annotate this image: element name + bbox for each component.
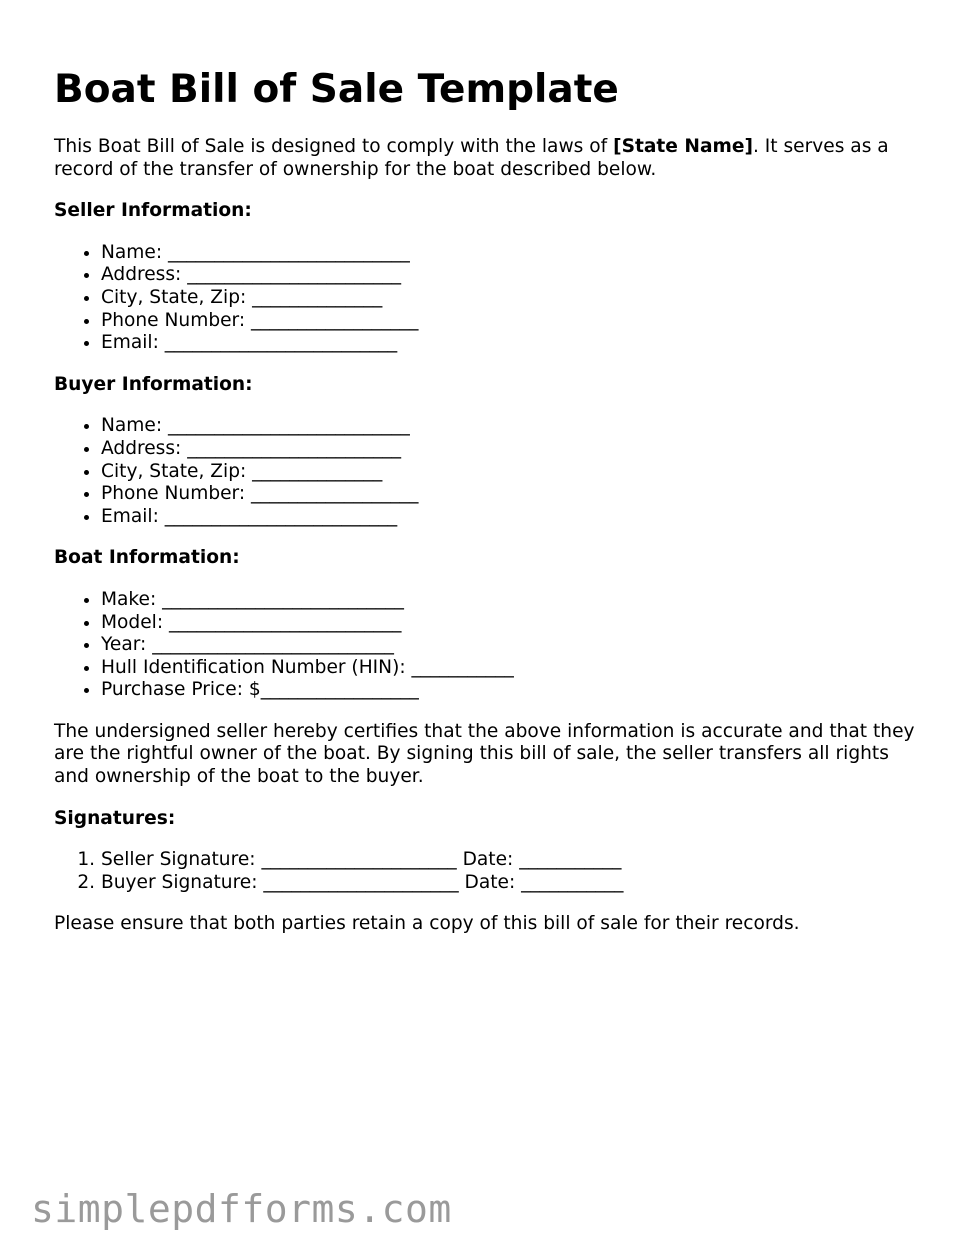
- boat-hin-field: • Hull Identification Number (HIN): ___________: [101, 657, 924, 680]
- boat-heading: Boat Information:: [54, 547, 240, 569]
- intro-text-end: . It serves as a record of the transfer of ownership for the boat described below.: [54, 136, 889, 180]
- buyer-heading: Buyer Information:: [54, 373, 253, 395]
- signatures-list: [54, 849, 924, 894]
- buyer-address-field: • Address: _______________________: [101, 438, 924, 461]
- seller-address-field: • Address: _______________________: [101, 264, 924, 287]
- boat-list: [54, 589, 924, 702]
- buyer-name-field: • Name: __________________________: [101, 415, 924, 438]
- seller-heading: Seller Information:: [54, 200, 252, 222]
- boat-make-field: • Make: __________________________: [101, 589, 924, 612]
- document-page: [54, 66, 924, 955]
- buyer-phone-field: • Phone Number: __________________: [101, 483, 924, 506]
- state-name-placeholder: [State Name]: [613, 136, 753, 157]
- seller-phone-field: • Phone Number: __________________: [101, 310, 924, 333]
- boat-model-field: • Model: _________________________: [101, 612, 924, 635]
- buyer-email-field: • Email: _________________________: [101, 506, 924, 529]
- intro-text-start: This Boat Bill of Sale is designed to comply with the laws of: [54, 136, 614, 157]
- seller-name-field: • Name: __________________________: [101, 242, 924, 265]
- intro-paragraph: [54, 136, 924, 181]
- buyer-city-state-zip-field: • City, State, Zip: ______________: [101, 461, 924, 484]
- seller-city-state-zip-field: • City, State, Zip: ______________: [101, 287, 924, 310]
- certification-paragraph: The undersigned seller hereby certifies that the above information is accurate and that they are the rightful owner of the boat. By signing this bill of sale, the seller transfers all rights and ownership of the boat to the buyer.: [54, 720, 915, 788]
- seller-list: [54, 242, 924, 355]
- boat-price-field: • Purchase Price: $_________________: [101, 679, 924, 702]
- signatures-heading: Signatures:: [54, 807, 176, 829]
- closing-paragraph: Please ensure that both parties retain a copy of this bill of sale for their records.: [54, 913, 800, 935]
- watermark: simplepdfforms.com: [31, 1187, 452, 1231]
- seller-email-field: • Email: _________________________: [101, 332, 924, 355]
- seller-signature-line: 1. Seller Signature: _____________________ Date: ___________: [101, 849, 924, 872]
- buyer-list: [54, 415, 924, 528]
- buyer-signature-line: 2. Buyer Signature: _____________________ Date: ___________: [101, 872, 924, 895]
- boat-year-field: • Year: __________________________: [101, 634, 924, 657]
- page-title: Boat Bill of Sale Template: [54, 67, 619, 112]
